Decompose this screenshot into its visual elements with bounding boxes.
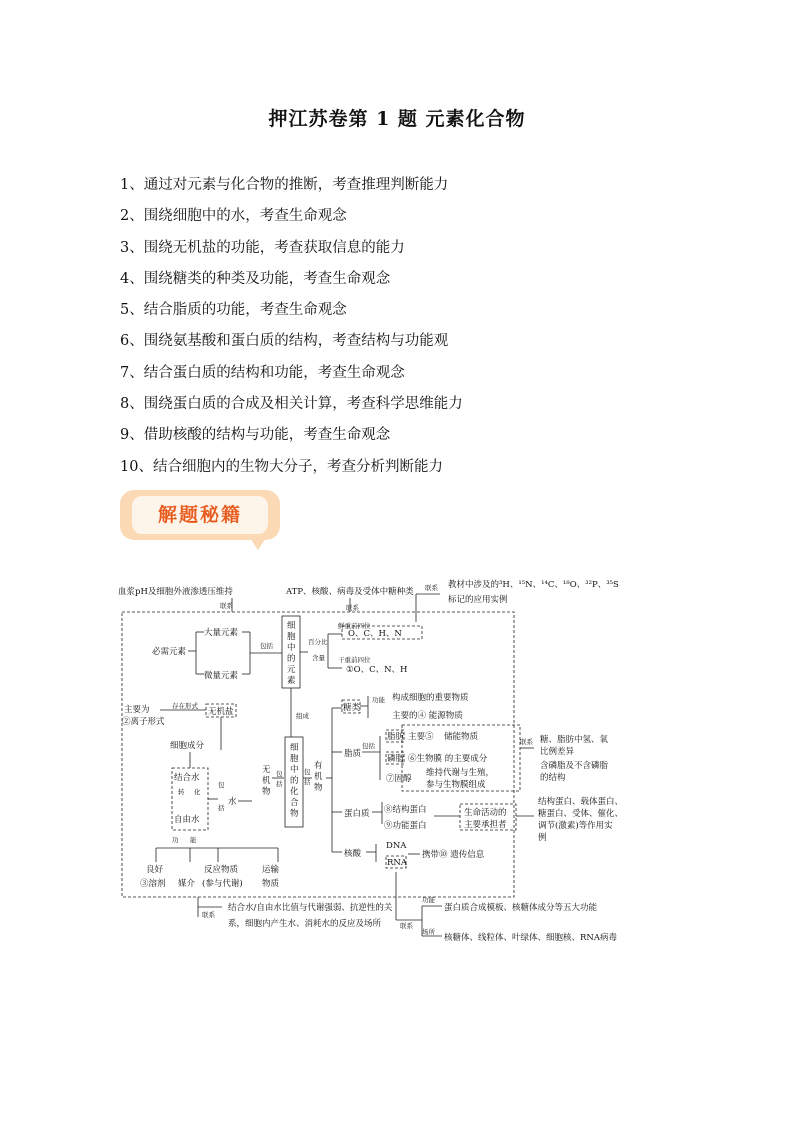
transport: 物质 [262,879,280,889]
sterol-function: 维持代谢与生殖， [426,768,495,778]
list-item: 2、围绕细胞中的水，考查生命观念 [120,208,347,225]
compound-box-label: 细胞中的化合物 [290,743,299,819]
right-note: 结构蛋白、载体蛋白、 [538,797,624,807]
mainly-label: 主要为 [124,705,150,715]
exam-point-list [120,172,463,485]
list-item: 1、通过对元素与化合物的推断，考查推理判断能力 [120,177,449,193]
section-badge [120,490,280,540]
lipid-label: 脂质 [344,749,362,759]
function-label: 功能 [372,696,385,704]
site-label: 场所 [422,928,435,936]
right-note: 例 [538,833,547,843]
genetic-info: 携带⑩ 遗传信息 [422,850,485,860]
percent-label: 百分比 [308,638,328,646]
top-left-note: 血浆pH及细胞外液渗透压维持 [118,587,233,597]
include-label: 包括 [260,642,273,650]
metabolism: (参与代谢) [202,879,243,889]
isotope-note: 教材中涉及的³H、¹⁵N、¹⁴C、¹⁸O、³²P、³⁵S [448,580,619,590]
water-label: 水 [228,797,237,807]
bottom-note: 系，细胞内产生水、消耗水的反应及场所 [228,919,382,929]
essential-elements: 必需元素 [152,647,187,657]
include-label: 包括 [362,742,375,750]
right-note: 调节(激素)等作用实 [538,821,613,831]
functional-protein: ⑨功能蛋白 [384,821,427,831]
list-item: 6、围绕氨基酸和蛋白质的结构，考查结构与功能观 [120,333,449,350]
page-title: 押江苏卷第 1 题 元素化合物 [268,108,526,130]
rna-label: RNA [387,858,407,868]
membrane-component: ⑥生物膜 的主要成分 [408,754,488,764]
sugar-function: 构成细胞的重要物质 [392,693,469,703]
link-label: 联系 [425,584,438,592]
fat-main: 主要⑤ [408,732,434,742]
include-label: 包括 [304,768,311,786]
right-note: 的结构 [540,773,566,783]
sterol-function: 参与生物膜组成 [426,780,486,790]
link-label: 联系 [220,602,233,610]
transport: 运输 [262,865,280,875]
right-note: 含磷脂及不含磷脂 [540,761,609,771]
nucleic-acid-label: 核酸 [344,849,362,859]
fresh-weight-label: 鲜重前四位 [338,622,371,630]
list-item: 3、围绕无机盐的功能，考查获取信息的能力 [120,239,405,256]
right-note: 糖、脂肪中氢、氧 [540,735,609,745]
convert-label: 化 [194,788,201,796]
list-item: 7、结合蛋白质的结构和功能，考查生命观念 [120,364,405,381]
organic-label: 有机物 [314,761,323,793]
badge-pointer [250,538,266,550]
percent-label: 含量 [312,654,325,662]
right-note: 糖蛋白、受体、催化、 [538,809,624,819]
link-label: 联系 [520,738,533,746]
energy-storage: 储能物质 [444,732,479,742]
phospholipid-label: 磷脂 [387,754,405,764]
sugar-label: 糖类 [343,703,361,713]
link-label: 联系 [202,911,215,919]
reactant: 反应物质 [204,865,239,875]
cell-component: 细胞成分 [170,741,205,751]
macro-elements: 大量元素 [204,628,239,638]
dry-weight-value: ①O、C、N、H [346,665,408,675]
function-label: 能 [190,836,197,844]
list-item: 9、借助核酸的结构与功能，考查生命观念 [120,427,391,444]
protein-role: 生命活动的 [464,808,507,818]
sugar-function: 主要的④ 能源物质 [392,711,463,721]
ionic-form: ②离子形式 [122,717,165,727]
top-mid-note: ATP、核酸、病毒及受体中糖种类 [286,587,414,597]
fresh-weight-value: O、C、H、N [348,629,402,639]
fat-label: 脂肪 [387,732,405,742]
dry-weight-label: 干重前四位 [338,656,371,664]
function-label: 功能 [422,896,435,904]
list-item: 10、结合细胞内的生物大分子，考查分析判断能力 [120,458,443,475]
medium: 媒介 [178,879,196,889]
free-water: 自由水 [174,815,200,825]
form-label: 存在形式 [172,702,198,710]
salt-label: 无机盐 [208,707,234,717]
bottom-note: 结合水/自由水比值与代谢强弱、抗逆性的关 [228,903,393,913]
rna-function: 蛋白质合成模板、核糖体成分等五大功能 [444,903,598,913]
convert-label: 转 [178,788,185,796]
structural-protein: ⑧结构蛋白 [384,805,427,815]
list-item: 4、围绕糖类的种类及功能，考查生命观念 [120,270,391,287]
function-label: 功 [172,836,179,844]
elements-box-label: 细胞中的元素 [287,621,296,686]
dna-label: DNA [386,841,407,851]
protein-role: 主要承担者 [464,820,507,830]
include-label: 包 [218,781,225,789]
list-item: 5、结合脂质的功能，考查生命观念 [120,302,347,319]
link-label: 联系 [400,922,413,930]
good: 良好 [146,865,164,875]
inorganic-label: 无机物 [262,765,271,797]
bound-water: 结合水 [174,773,200,783]
include-label: 包括 [276,770,283,788]
compose-label: 组成 [296,712,309,720]
micro-elements: 微量元素 [204,671,239,681]
isotope-note: 标记的应用实例 [448,595,508,605]
link-label: 联系 [346,604,359,612]
section-badge-label: 解题秘籍 [132,496,268,534]
concept-map-diagram [110,572,630,952]
rna-site: 核糖体、线粒体、叶绿体、细胞核、RNA病毒 [444,933,617,943]
include-label: 括 [218,804,225,812]
solvent: ③溶剂 [140,879,166,889]
list-item: 8、围绕蛋白质的合成及相关计算，考查科学思维能力 [120,396,463,413]
sterol-label: ⑦固醇 [386,774,412,784]
right-note: 比例差异 [540,747,575,757]
protein-label: 蛋白质 [344,809,370,819]
